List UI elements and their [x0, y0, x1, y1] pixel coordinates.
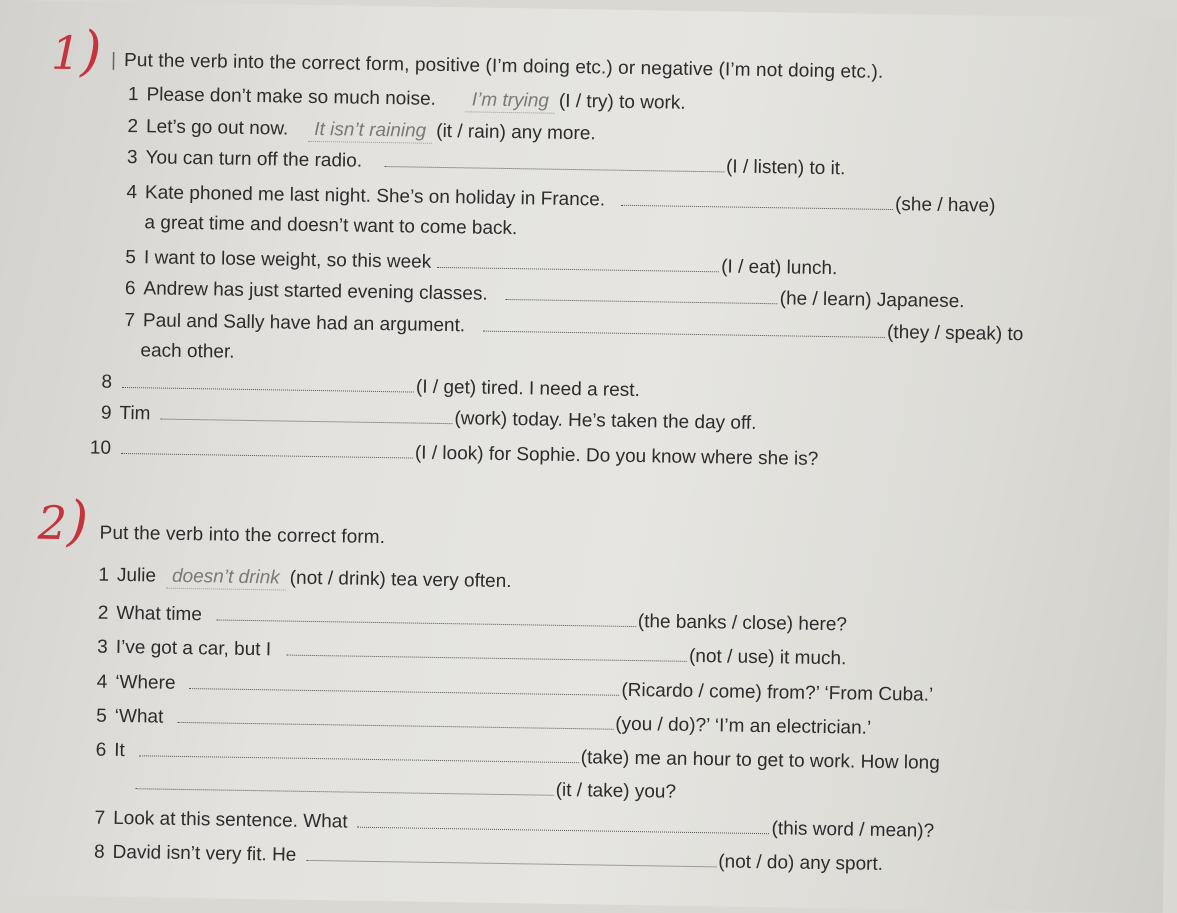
verb-cue: (Ricardo / come) from?’ ‘From Cuba.’ [621, 679, 934, 706]
answer-blank[interactable] [437, 266, 719, 272]
ex2-item-1 [87, 564, 512, 594]
answer-blank[interactable] [287, 654, 687, 662]
verb-cue: (it / take) you? [555, 779, 677, 803]
ex2-item-6-continued [134, 773, 677, 804]
verb-cue: (I / look) for Sophie. Do you know where she is? [414, 442, 819, 470]
ex1-item-1 [116, 84, 685, 116]
answer-blank[interactable] [384, 165, 724, 172]
item-text: Paul and Sally have had an argument. [142, 310, 466, 337]
item-number: 10 [89, 437, 112, 459]
item-text: What time [116, 602, 203, 626]
item-number: 7 [94, 807, 106, 829]
verb-cue: (work) today. He’s taken the day off. [454, 408, 757, 434]
item-number: 8 [101, 371, 113, 393]
mark-number: 2 [37, 495, 68, 551]
item-text: ‘Where [115, 671, 176, 694]
answer-blank[interactable] [122, 386, 414, 393]
item-text: Julie [116, 564, 157, 587]
item-text: Andrew has just started evening classes. [143, 278, 488, 305]
item-text: Tim [119, 402, 151, 425]
item-number: 1 [98, 564, 110, 586]
item-number: 6 [95, 739, 107, 761]
verb-cue: (the banks / close) here? [637, 611, 848, 636]
verb-cue: (he / learn) Japanese. [779, 288, 965, 313]
verb-cue: (not / do) any sport. [718, 851, 884, 875]
ex2-item-7 [83, 807, 934, 842]
ex1-item-5 [114, 247, 838, 280]
verb-cue: (it / rain) any more. [436, 120, 596, 145]
ex2-item-2 [86, 602, 847, 636]
item-number: 9 [100, 402, 112, 424]
item-text: Please don’t make so much noise. [146, 84, 437, 110]
item-number: 5 [96, 705, 107, 727]
verb-cue: (I / get) tired. I need a rest. [415, 376, 640, 402]
answer-blank[interactable] [306, 859, 716, 867]
answer-blank[interactable] [189, 687, 619, 696]
item-text: I want to lose weight, so this week [143, 247, 432, 273]
answer-blank[interactable]: It isn’t raining [308, 119, 432, 144]
verb-cue: (take) me an hour to get to work. How long [580, 747, 940, 774]
item-number: 3 [126, 147, 138, 169]
item-number: 3 [97, 636, 109, 658]
answer-blank[interactable] [216, 618, 636, 627]
item-text: ‘What [114, 705, 164, 728]
ex2-item-8 [82, 841, 883, 876]
verb-cue: (not / drink) tea very often. [289, 567, 512, 593]
ex2-item-3 [86, 636, 847, 670]
verb-cue: (she / have) [894, 194, 996, 217]
exercise-1-handwritten-mark: 1) [50, 19, 103, 83]
ex2-item-4 [85, 671, 933, 706]
ex1-item-10 [89, 437, 819, 470]
answer-blank[interactable] [121, 452, 413, 459]
answer-blank[interactable] [136, 787, 554, 796]
verb-cue: (you / do)?’ ‘I’m an electrician.’ [615, 713, 872, 739]
item-text: Look at this sentence. What [112, 807, 348, 833]
verb-cue: (I / listen) to it. [725, 156, 846, 180]
answer-blank[interactable] [139, 754, 579, 763]
item-number: 5 [125, 247, 137, 269]
instruction-text: Put the verb into the correct form, positive (I’m doing etc.) or negative (I’m not doing etc.). [123, 49, 884, 83]
item-text: Kate phoned me last night. She’s on holiday in France. [144, 182, 606, 211]
answer-blank[interactable] [621, 204, 893, 210]
exercise-2-handwritten-mark: 2) [37, 489, 89, 553]
ex1-item-7-continued: each other. [140, 340, 235, 363]
ex2-item-5 [85, 705, 872, 739]
answer-blank[interactable] [177, 721, 613, 730]
item-number: 2 [127, 116, 139, 138]
item-number: 6 [124, 277, 136, 300]
exercise-1-instruction: | Put the verb into the correct form, positive (I’m doing etc.) or negative (I’m not doing etc.). [110, 49, 884, 83]
answer-blank[interactable] [483, 330, 885, 338]
answer-blank[interactable]: I’m trying [466, 89, 555, 113]
verb-cue: (not / use) it much. [688, 645, 847, 670]
answer-blank[interactable]: doesn’t drink [166, 566, 286, 591]
verb-cue: (they / speak) to [886, 321, 1024, 346]
verb-cue: (I / eat) lunch. [720, 256, 838, 280]
ex1-item-7 [113, 310, 1024, 346]
ex1-item-3 [115, 147, 845, 180]
item-number: 4 [126, 182, 138, 204]
item-text: Let’s go out now. [145, 116, 289, 140]
item-number: 7 [124, 309, 136, 332]
item-number: 8 [93, 841, 105, 863]
ex2-item-6 [84, 739, 940, 774]
ex1-item-9 [89, 402, 756, 434]
item-text: It [114, 739, 125, 762]
item-text: You can turn off the radio. [145, 147, 363, 172]
answer-blank[interactable] [160, 418, 452, 425]
item-text: David isn’t very fit. He [112, 841, 297, 866]
ex1-item-4 [115, 182, 996, 218]
ex1-item-6 [113, 278, 964, 313]
ex1-item-2 [116, 116, 596, 147]
item-number: 4 [96, 671, 108, 693]
item-number: 2 [97, 602, 109, 624]
item-number: 1 [127, 84, 139, 106]
answer-blank[interactable] [358, 826, 770, 834]
verb-cue: (this word / mean)? [771, 818, 935, 842]
mark-number: 1 [50, 25, 81, 81]
answer-blank[interactable] [506, 298, 778, 304]
item-text: I’ve got a car, but I [115, 636, 272, 661]
verb-cue: (I / try) to work. [558, 90, 686, 114]
exercise-2-instruction: Put the verb into the correct form. [99, 522, 386, 549]
ex1-item-4-continued: a great time and doesn’t want to come back. [144, 212, 518, 240]
ex1-item-8 [90, 371, 640, 402]
